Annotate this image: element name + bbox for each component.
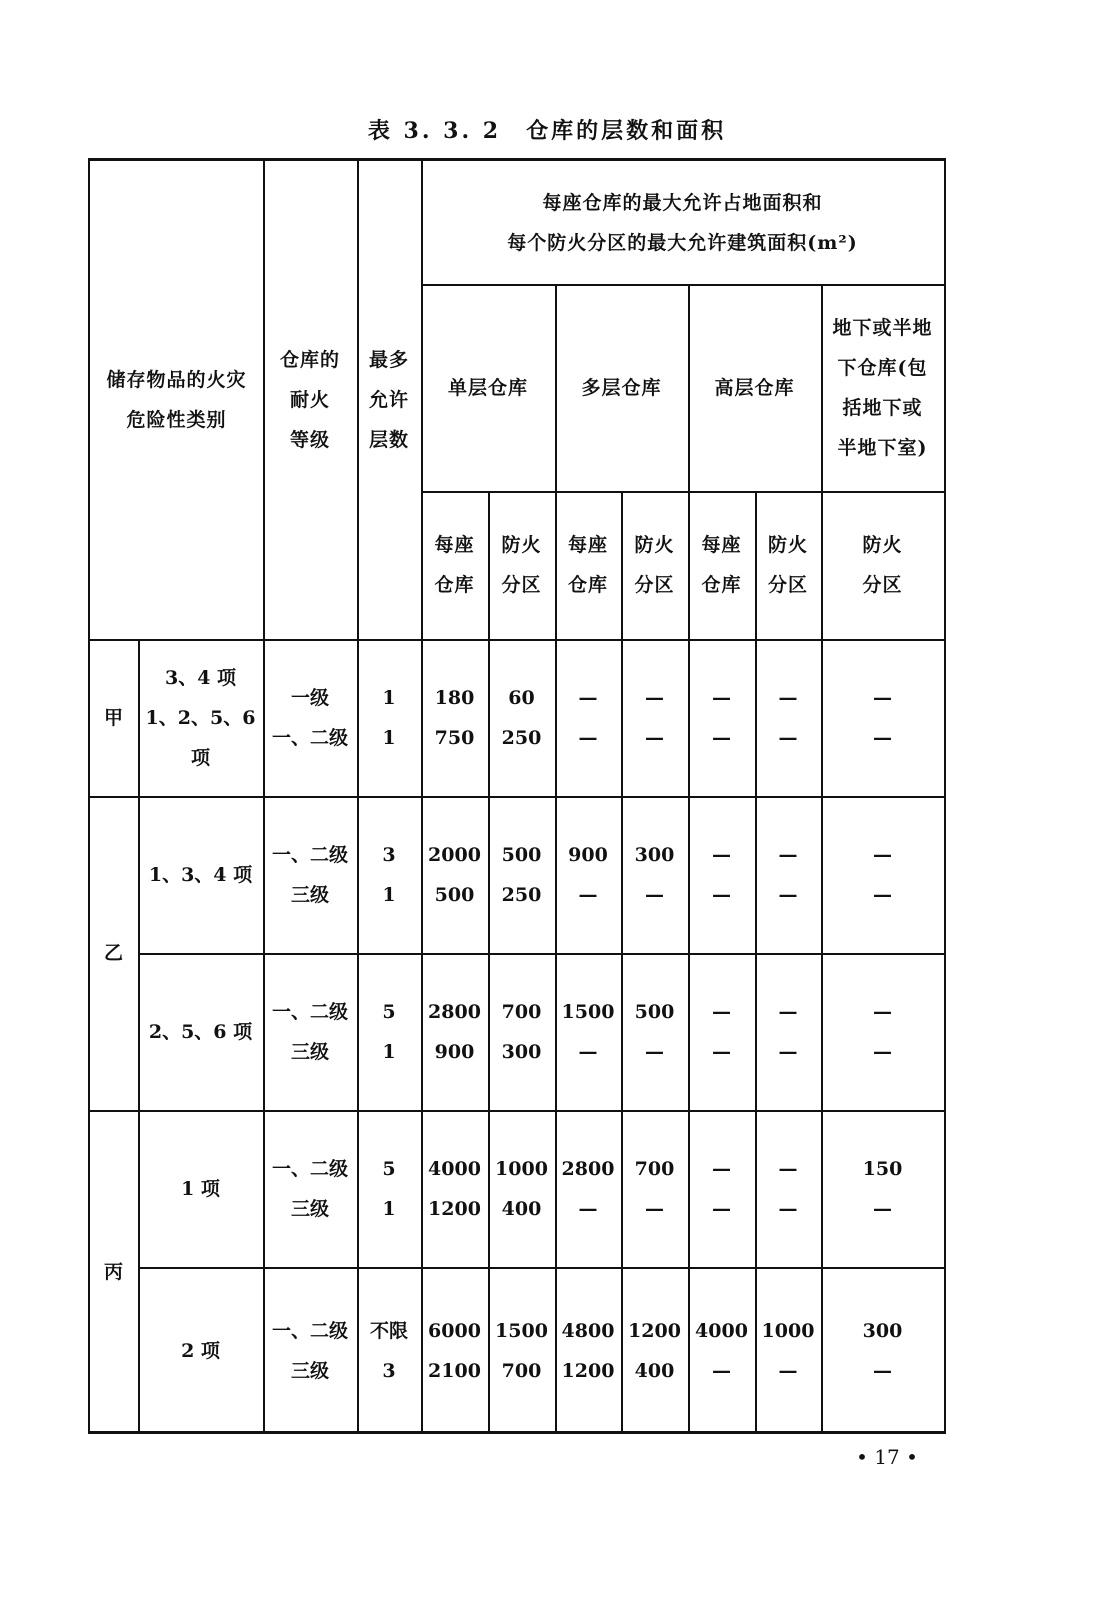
row-item: 1 项 [181, 1177, 220, 1200]
row-multi-zone: — — [645, 686, 664, 749]
row-high-zone: 1000 — [761, 1319, 815, 1382]
row-high-per: — — [712, 1000, 731, 1063]
row-floors: 1 1 [382, 686, 396, 749]
row-multi-per: — — [578, 686, 598, 749]
row-rating: 一、二级 三级 [271, 1157, 348, 1220]
row-multi-per: 4800 1200 [561, 1319, 615, 1382]
row-multi-zone: 700 — [634, 1157, 675, 1220]
row-single-zone: 700 300 [501, 1000, 542, 1063]
row-single-per: 180 750 [434, 686, 475, 749]
group-bing: 丙 [103, 1261, 124, 1283]
row-multi-per: 2800 — [561, 1157, 615, 1220]
row-multi-zone: 1200 400 [628, 1319, 681, 1382]
header-high-per-warehouse: 每座 仓库 [701, 534, 742, 596]
header-fire-rating: 仓库的 耐火 等级 [279, 349, 340, 451]
row-multi-per: 900 — [568, 843, 608, 906]
row-multi-zone: 300 — [634, 843, 675, 906]
row-high-zone: — — [778, 1157, 798, 1220]
header-underground-fire-zone: 防火 分区 [862, 534, 903, 596]
row-item: 2、5、6 项 [148, 1020, 253, 1043]
header-underground: 地下或半地 下仓库(包 括地下或 半地下室) [832, 316, 933, 459]
row-item: 2 项 [181, 1339, 220, 1362]
header-multi-per-warehouse: 每座 仓库 [567, 534, 608, 596]
row-floors: 5 1 [382, 1157, 396, 1220]
header-single-story: 单层仓库 [447, 376, 528, 399]
header-single-fire-zone: 防火 分区 [501, 534, 542, 596]
header-max-floors: 最多 允许 层数 [368, 349, 409, 451]
row-single-zone: 60 250 [501, 686, 542, 749]
row-single-per: 4000 1200 [428, 1157, 481, 1220]
row-high-per: — — [712, 686, 731, 749]
row-single-per: 2800 900 [428, 1000, 481, 1063]
row-floors: 3 1 [382, 843, 396, 906]
header-high-fire-zone: 防火 分区 [767, 534, 808, 596]
row-item: 3、4 项 1、2、5、6 项 [145, 666, 256, 769]
row-underground-zone: — — [873, 1000, 892, 1063]
row-underground-zone: 150 — [862, 1157, 903, 1220]
header-multi-fire-zone: 防火 分区 [634, 534, 675, 596]
row-multi-per: 1500 — [561, 1000, 615, 1063]
table-title: 表 3. 3. 2 仓库的层数和面积 [367, 118, 727, 144]
header-multi-story: 多层仓库 [581, 376, 662, 399]
row-high-per: 4000 — [695, 1319, 748, 1382]
row-rating: 一、二级 三级 [271, 1319, 348, 1382]
row-underground-zone: — — [873, 843, 892, 906]
header-single-per-warehouse: 每座 仓库 [434, 534, 475, 596]
header-category: 储存物品的火灾 危险性类别 [106, 369, 247, 431]
group-jia: 甲 [103, 706, 124, 729]
row-single-per: 6000 2100 [428, 1319, 481, 1382]
row-rating: 一、二级 三级 [271, 1000, 348, 1063]
header-area-group: 每座仓库的最大允许占地面积和 每个防火分区的最大允许建筑面积(m²) [507, 191, 858, 254]
row-single-per: 2000 500 [428, 843, 481, 906]
row-multi-zone: 500 — [634, 1000, 675, 1063]
row-high-zone: — — [778, 843, 798, 906]
row-item: 1、3、4 项 [148, 863, 253, 886]
warehouse-table [88, 158, 946, 1434]
row-rating: 一、二级 三级 [271, 843, 348, 906]
row-high-per: — — [712, 843, 731, 906]
group-yi: 乙 [103, 942, 124, 964]
row-floors: 不限 3 [369, 1319, 408, 1382]
row-high-zone: — — [778, 686, 798, 749]
row-underground-zone: 300 — [862, 1319, 903, 1382]
row-rating: 一级 一、二级 [271, 686, 348, 749]
row-underground-zone: — — [873, 686, 892, 749]
row-high-zone: — — [778, 1000, 798, 1063]
page-number: • 17 • [856, 1445, 918, 1469]
row-single-zone: 500 250 [501, 843, 542, 906]
row-single-zone: 1500 700 [495, 1319, 548, 1382]
header-high-rise: 高层仓库 [714, 376, 795, 399]
row-floors: 5 1 [382, 1000, 396, 1063]
row-single-zone: 1000 400 [495, 1157, 548, 1220]
row-high-per: — — [712, 1157, 731, 1220]
